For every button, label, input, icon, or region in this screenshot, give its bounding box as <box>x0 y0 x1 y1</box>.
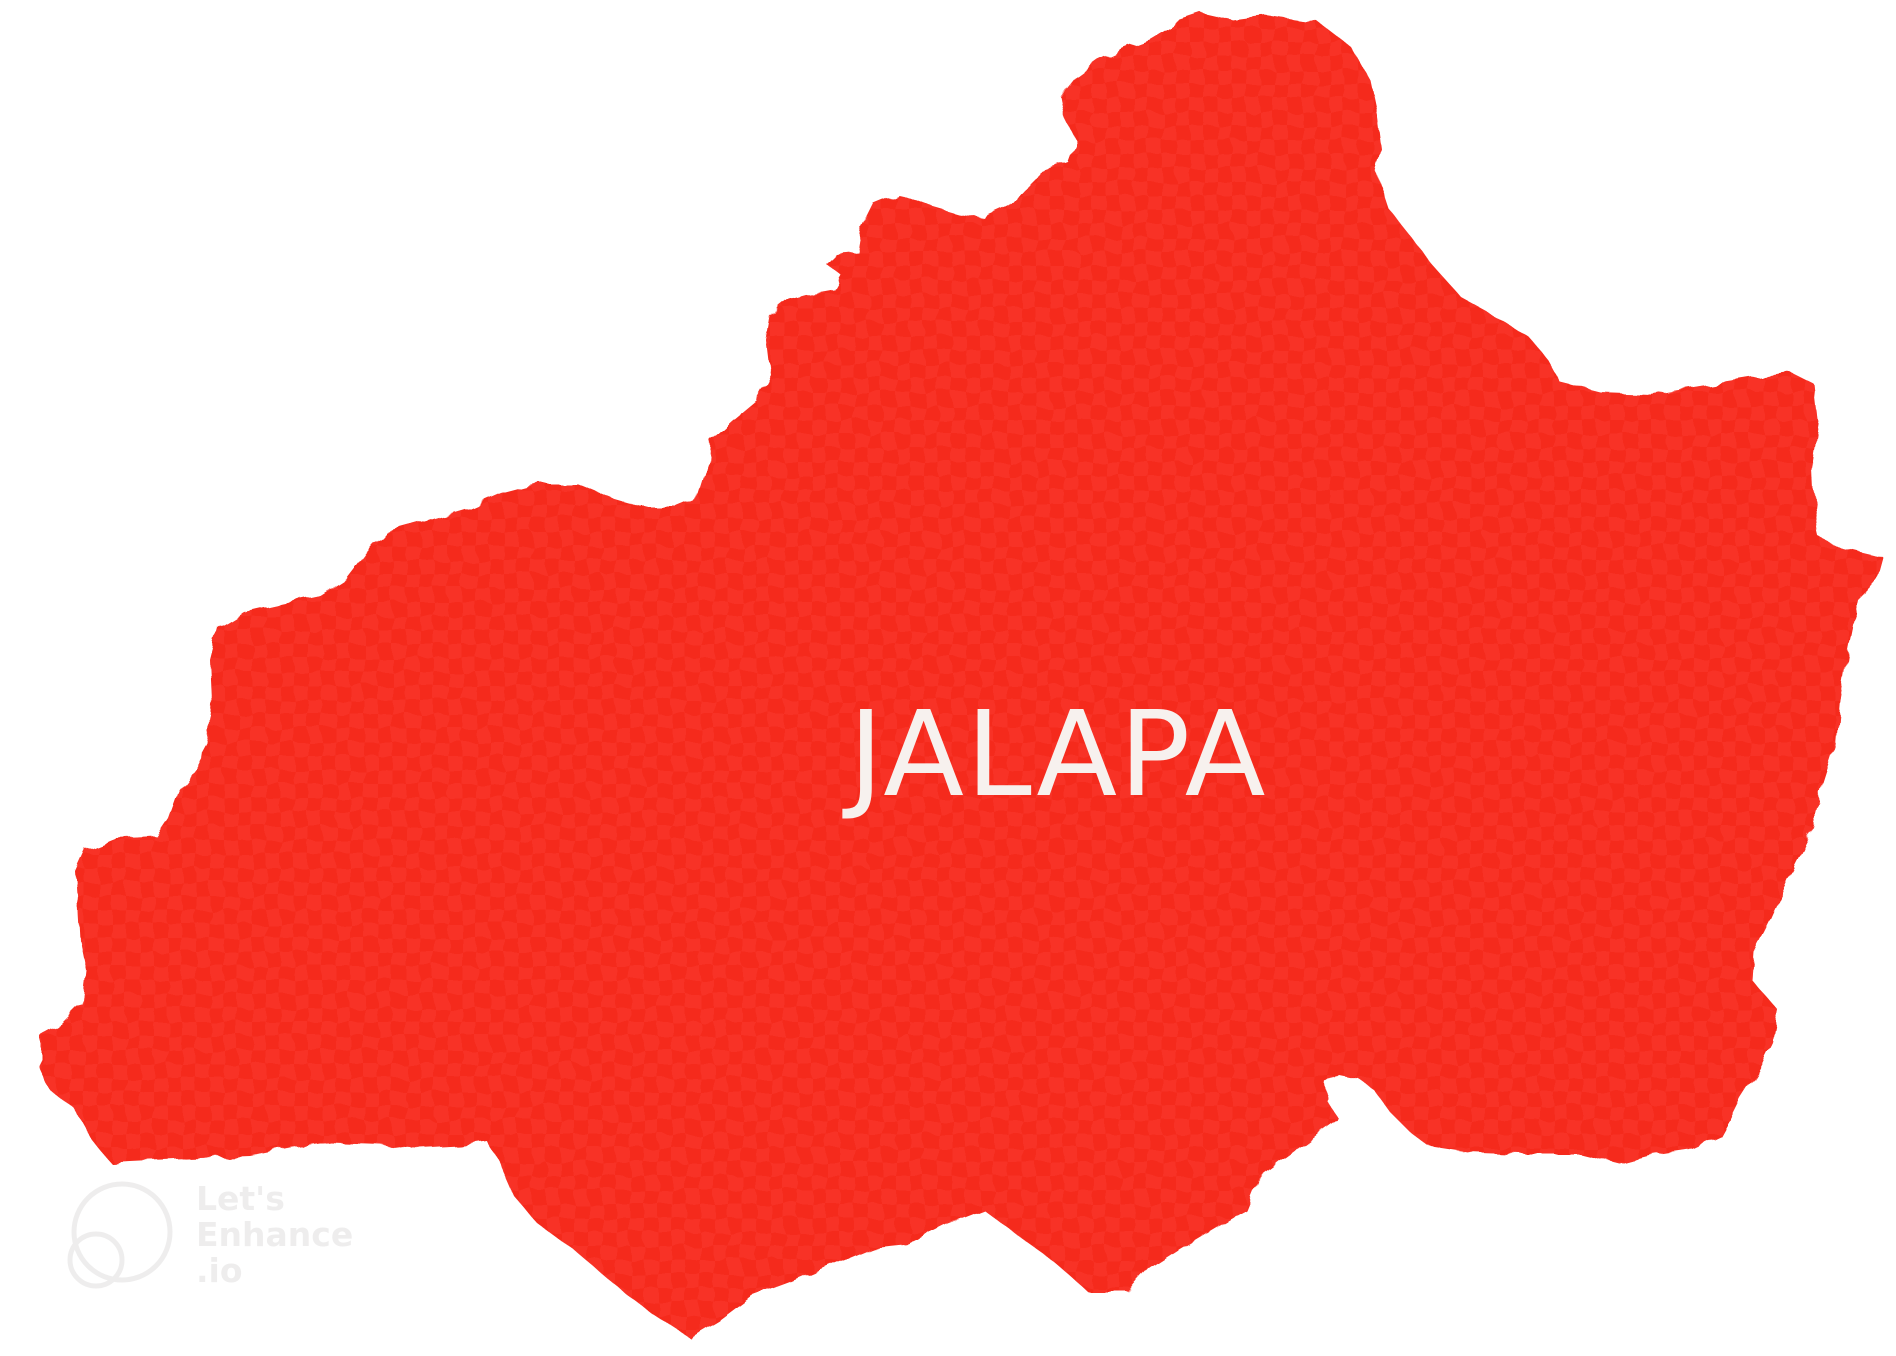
watermark <box>70 1179 353 1290</box>
region-texture <box>40 13 1884 1338</box>
watermark-line1: Let's <box>196 1179 285 1218</box>
watermark-line2: Enhance <box>196 1215 354 1254</box>
watermark-line3: .io <box>196 1251 243 1290</box>
region-jalapa[interactable] <box>40 13 1884 1338</box>
letsenhance-logo-icon <box>70 1184 170 1286</box>
region-label: JALAPA <box>848 685 1268 823</box>
